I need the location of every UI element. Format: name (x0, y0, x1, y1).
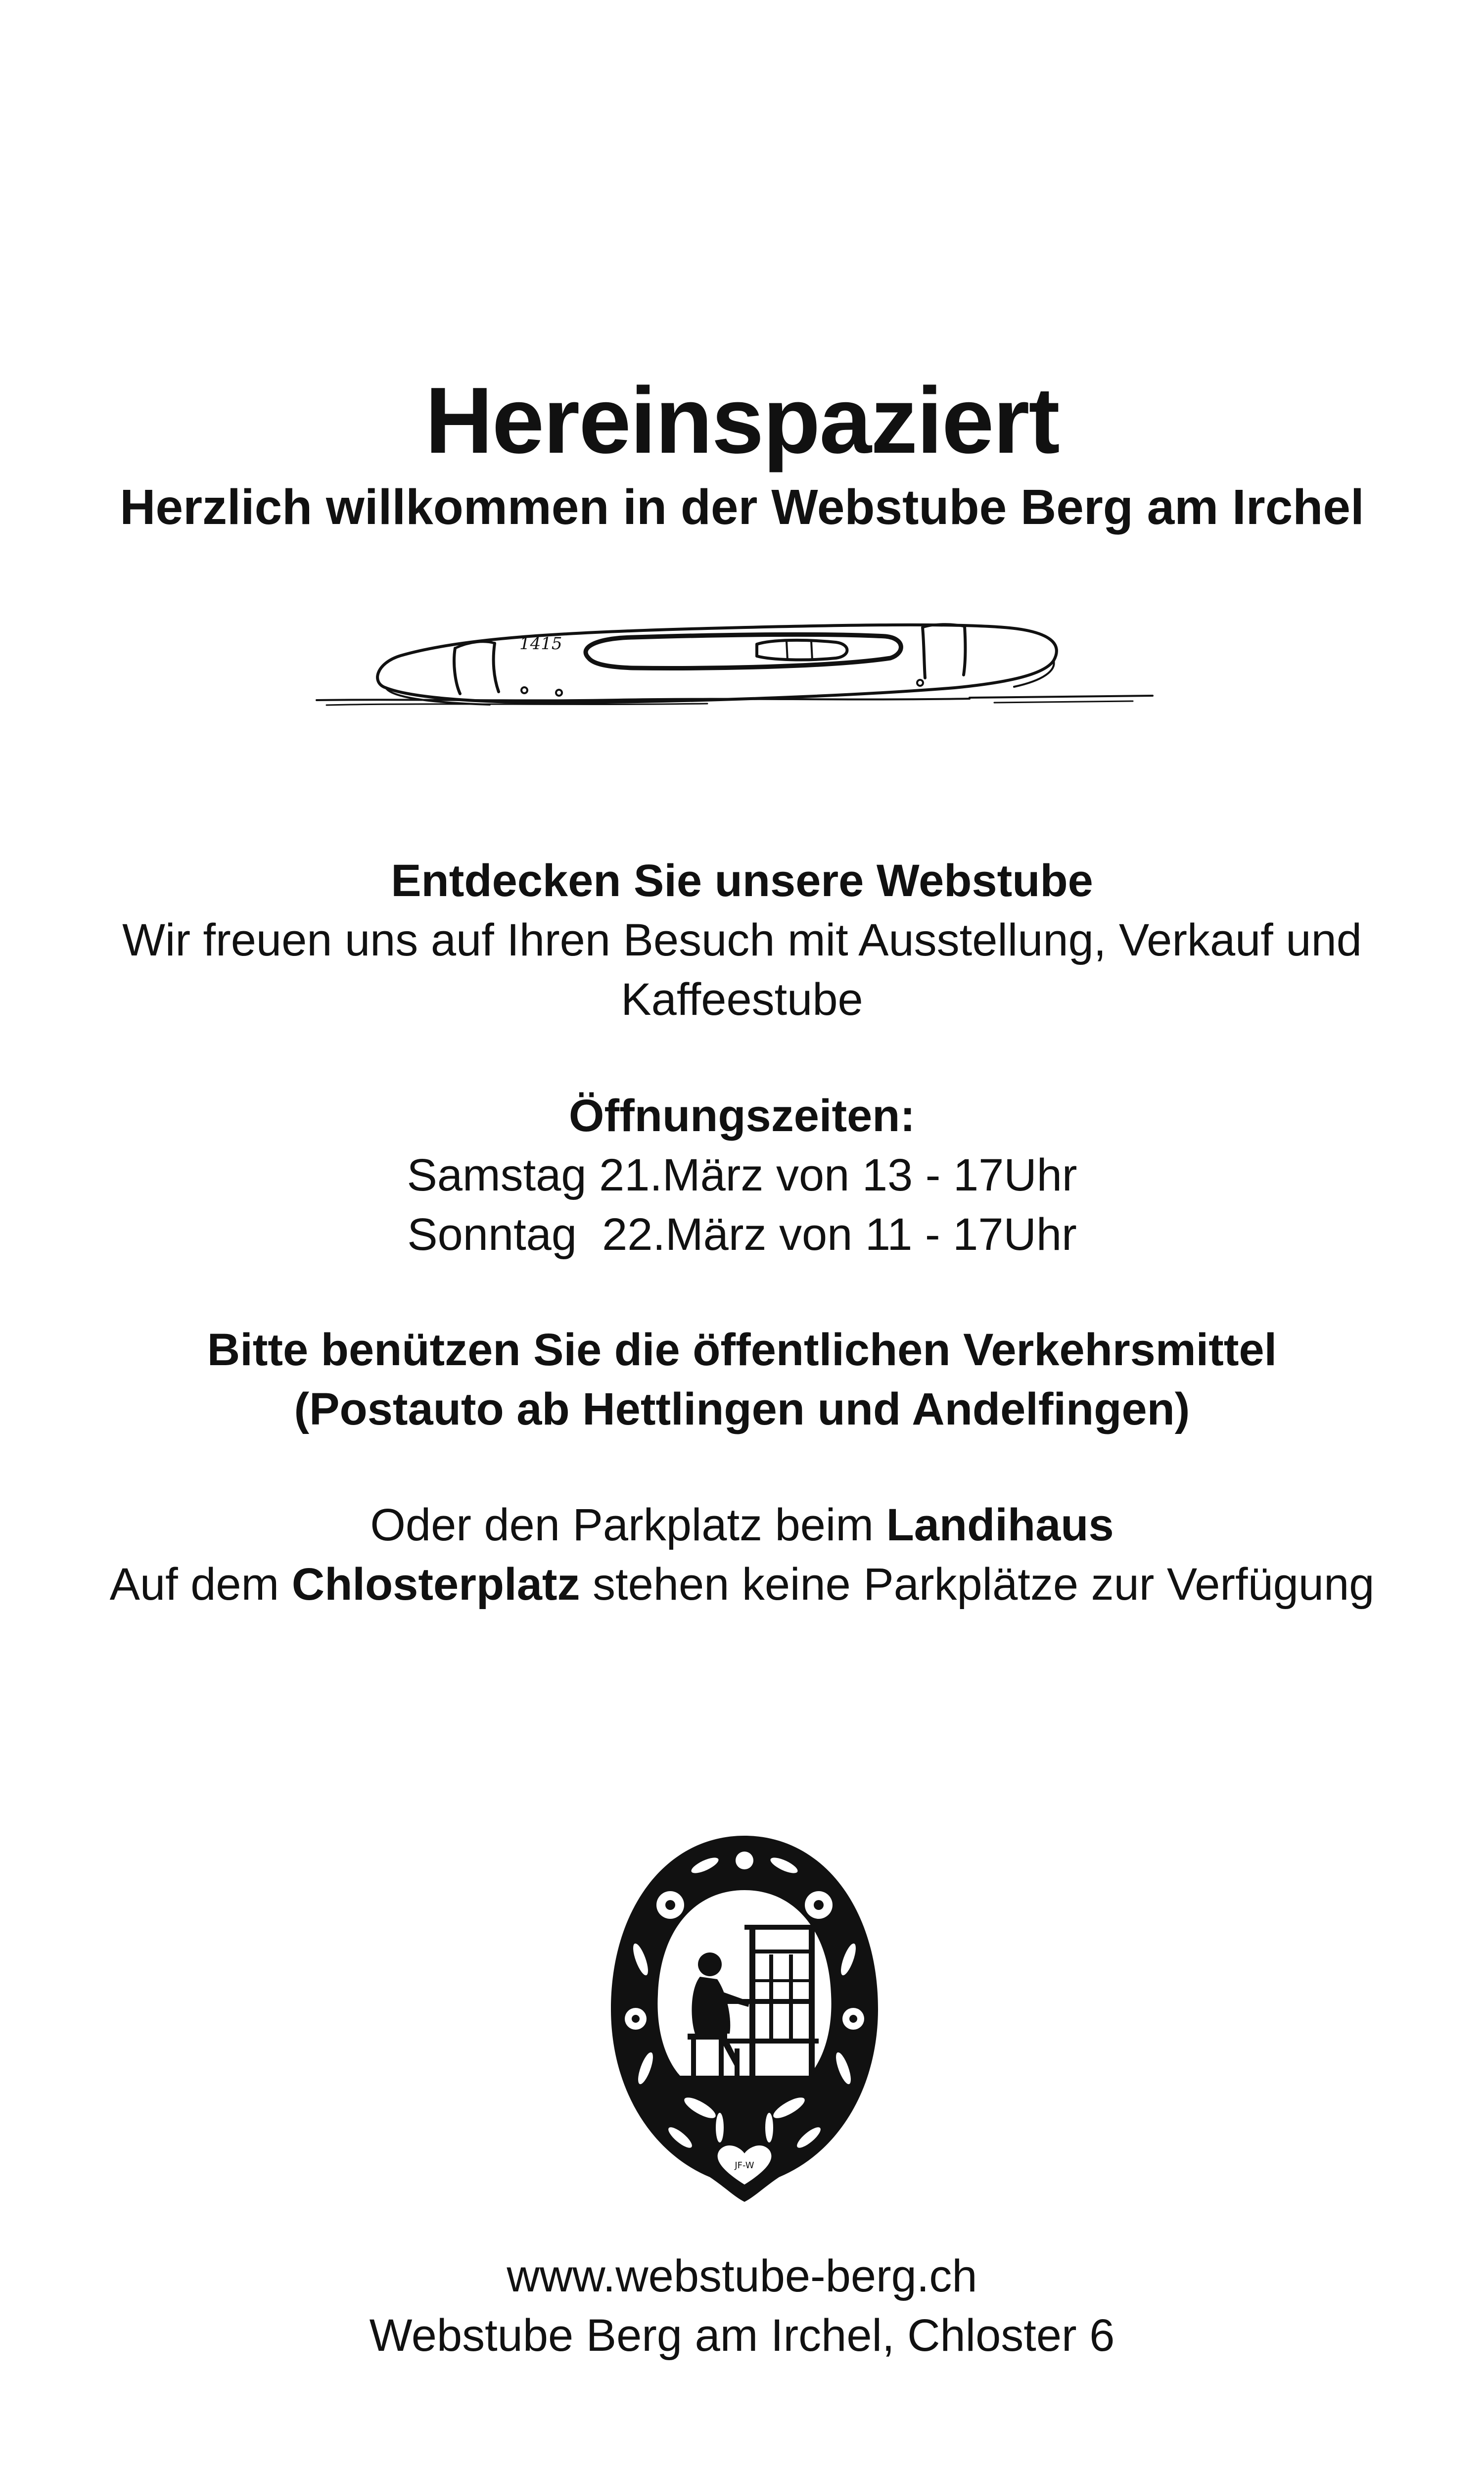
landihaus-label: Landihaus (886, 1500, 1114, 1550)
emblem-initials: JF-W (735, 2160, 754, 2171)
discover-section (0, 851, 1484, 1029)
opening-hours-section (0, 1086, 1484, 1264)
parking-section (0, 1495, 1484, 1614)
opening-hours-saturday: Samstag 21.März von 13 - 17Uhr (407, 1150, 1077, 1200)
public-transport-line-1: Bitte benützen Sie die öffentlichen Verkehrsmittel (207, 1325, 1277, 1375)
parking-line-2 (0, 1555, 1484, 1614)
shuttle-inscription: 1415 (519, 634, 562, 654)
discover-text-line-1: Wir freuen uns auf Ihren Besuch mit Ausstellung, Verkauf und (122, 915, 1362, 965)
page-title: Hereinspaziert (425, 368, 1059, 473)
chlosterplatz-label: Chlosterplatz (291, 1559, 580, 1610)
footer (0, 2246, 1484, 2365)
discover-text-line-2: Kaffeestube (621, 974, 863, 1025)
website-link[interactable]: www.webstube-berg.ch (507, 2251, 977, 2301)
weaver-emblem-icon (606, 1831, 883, 2207)
page-subtitle: Herzlich willkommen in der Webstube Berg am Irchel (120, 479, 1364, 535)
public-transport-section (0, 1320, 1484, 1439)
discover-heading: Entdecken Sie unsere Webstube (391, 856, 1093, 906)
parking-line-1 (0, 1495, 1484, 1555)
weaving-shuttle-icon (312, 609, 1172, 727)
opening-hours-sunday: Sonntag 22.März von 11 - 17Uhr (407, 1209, 1077, 1260)
public-transport-line-2: (Postauto ab Hettlingen und Andelfingen) (294, 1384, 1190, 1434)
address-text: Webstube Berg am Irchel, Chloster 6 (369, 2310, 1115, 2361)
parking-line-2-suffix: stehen keine Parkplätze zur Verfügung (580, 1559, 1375, 1610)
parking-line-2-prefix: Auf dem (109, 1559, 292, 1610)
parking-line-1-text: Oder den Parkplatz beim (370, 1500, 886, 1550)
opening-hours-heading: Öffnungszeiten: (568, 1091, 916, 1141)
